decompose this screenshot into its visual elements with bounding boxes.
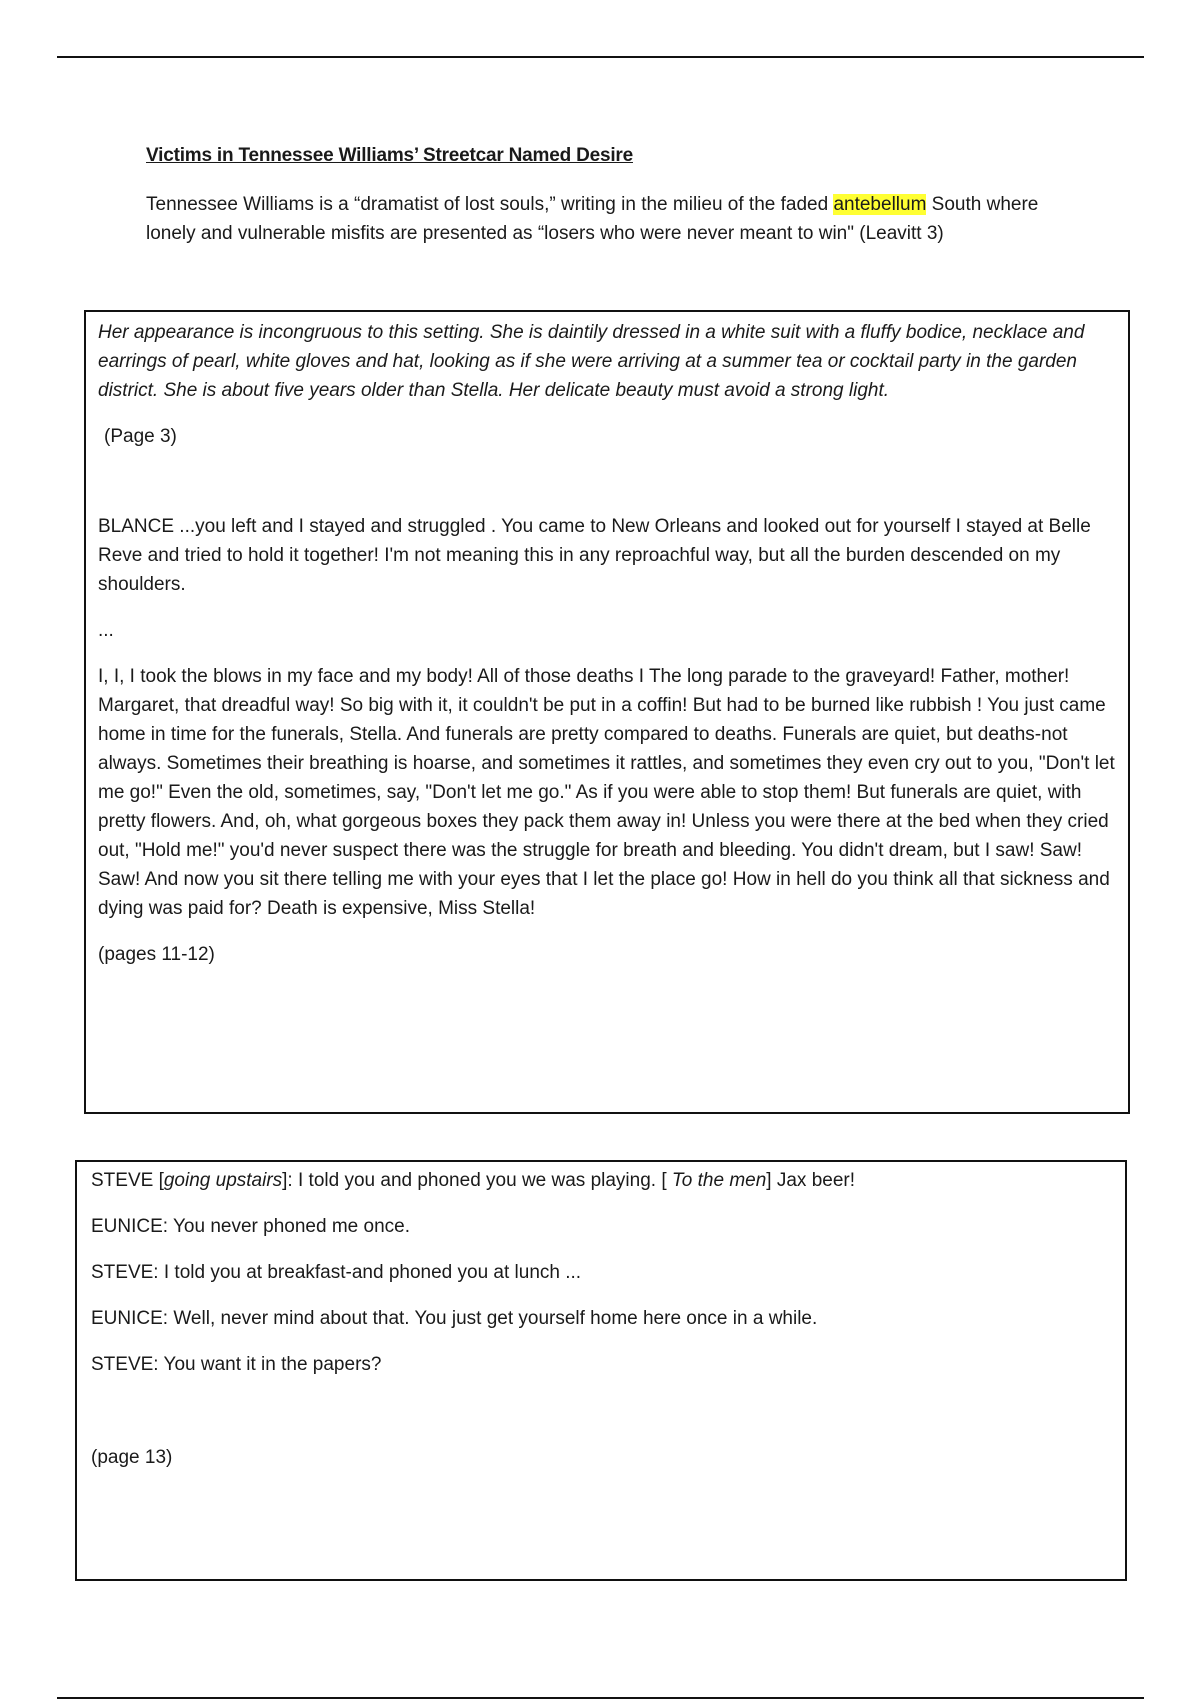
blanche-monologue: I, I, I took the blows in my face and my body! All of those deaths I The long parade to the graveyard! Father, mother! Margaret, that dreadful way! So big with it, it couldn't be put in a coffin! But had to be burned like rubbish ! You just came home in time for the funerals, Stella. And funerals are pretty compared to deaths. Funerals are quiet, but deaths-not always. Sometimes their breathing is hoarse, and sometimes it rattles, and sometimes they even cry out to you, "Don't let me go!" Even the old, sometimes, say, "Don't let me go." As if you were able to stop them! But funerals are quiet, with pretty flowers. And, oh, what gorgeous boxes they pack them away in! Unless you were there at the bed when they cried out, "Hold me!" you'd never suspect there was the struggle for breath and bleeding. You didn't dream, but I saw! Saw! Saw! And now you sit there telling me with your eyes that I let the place go! How in hell do you think all that sickness and dying was paid for? Death is expensive, Miss Stella! (98, 666, 1115, 919)
blanche-line: BLANCE ...you left and I stayed and struggled . You came to New Orleans and looked out for yourself I stayed at Belle Reve and tried to hold it together! I'm not meaning this in any reproachful way, but all the burden descended on my shoulders. (98, 516, 1091, 595)
bottom-rule (57, 1697, 1144, 1699)
intro-paragraph (146, 190, 1076, 248)
steve-speaker: STEVE [ (91, 1170, 164, 1191)
dialogue-line-steve-1 (91, 1166, 1111, 1195)
dialogue-line-steve-2: STEVE: I told you at breakfast-and phoned you at lunch ... (91, 1262, 582, 1283)
document-title: Victims in Tennessee Williams’ Streetcar Named Desire (146, 145, 633, 166)
intro-text-after: South where lonely and vulnerable misfits are presented as “losers who were never meant to win" (Leavitt 3) (146, 194, 1039, 244)
highlighted-word: antebellum (833, 194, 927, 215)
intro-text-before: Tennessee Williams is a “dramatist of lost souls,” writing in the milieu of the faded (146, 194, 834, 215)
top-rule (57, 56, 1144, 58)
steve-line-end: ] Jax beer! (766, 1170, 856, 1191)
quote-box-blanche (84, 310, 1130, 1114)
citation-page-3: (Page 3) (104, 426, 177, 447)
stage-direction-going-upstairs: going upstairs (163, 1170, 283, 1191)
citation-page-13: (page 13) (91, 1447, 173, 1468)
stage-direction-to-the-men: To the men (671, 1170, 767, 1191)
citation-pages-11-12: (pages 11-12) (98, 944, 215, 965)
dialogue-line-steve-3: STEVE: You want it in the papers? (91, 1354, 382, 1375)
quote-box-steve-eunice (75, 1160, 1127, 1581)
stage-direction: Her appearance is incongruous to this setting. She is daintily dressed in a white suit with a fluffy bodice, necklace and earrings of pearl, white gloves and hat, looking as if she were arriving at a summer tea or cocktail party in the garden district. She is about five years older than Stella. Her delicate beauty must avoid a strong light. (98, 322, 1085, 401)
ellipsis: ... (98, 620, 114, 641)
dialogue-line-eunice-1: EUNICE: You never phoned me once. (91, 1216, 410, 1237)
steve-line-mid: ]: I told you and phoned you we was playing. [ (282, 1170, 672, 1191)
dialogue-line-eunice-2: EUNICE: Well, never mind about that. You just get yourself home here once in a while. (91, 1308, 818, 1329)
